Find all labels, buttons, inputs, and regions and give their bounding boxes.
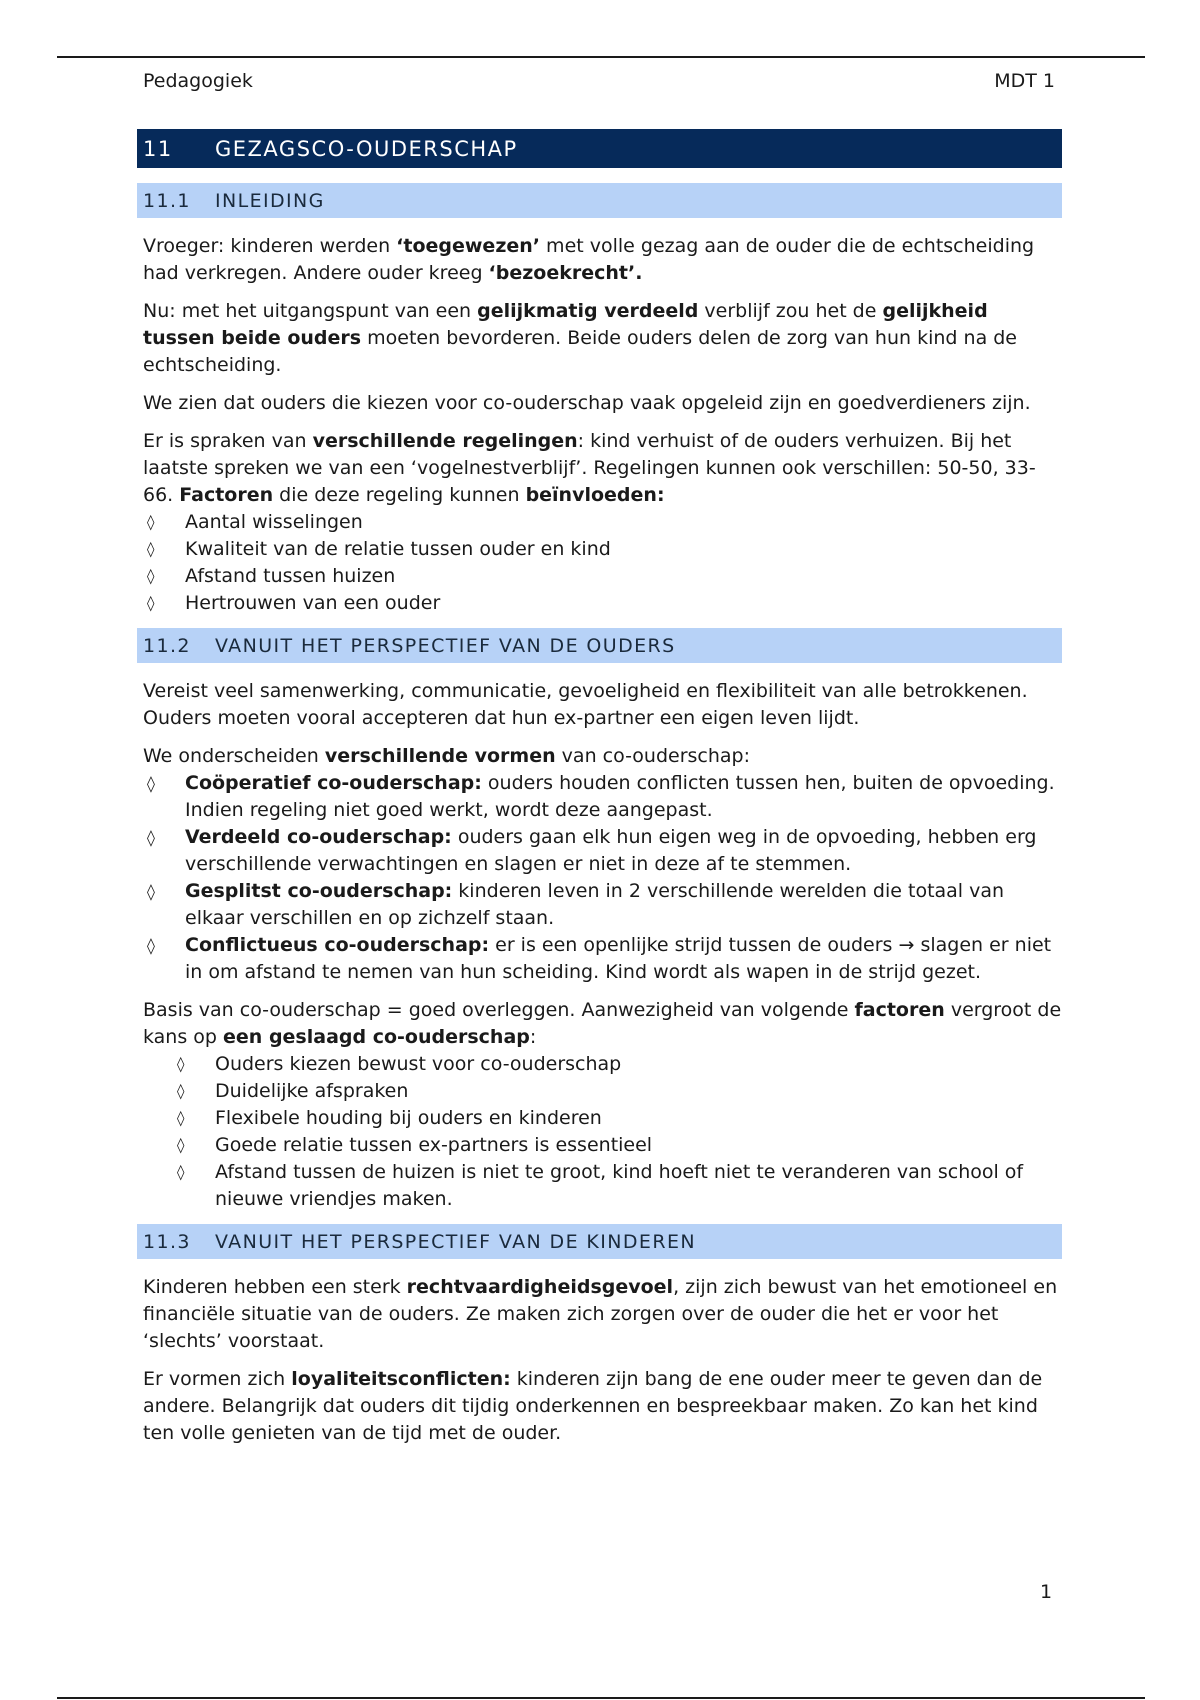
text-run: Er vormen zich	[143, 1368, 292, 1390]
diamond-bullet-icon: ◊	[177, 1082, 185, 1100]
list-item-text: Aantal wisselingen	[185, 511, 363, 533]
diamond-bullet-icon: ◊	[147, 567, 155, 585]
page-number: 1	[1040, 1581, 1053, 1603]
list-item	[137, 563, 1062, 590]
text-run: van co-ouderschap:	[555, 745, 751, 767]
list-item	[137, 932, 1062, 986]
footer-rule	[57, 1697, 1145, 1699]
text-run: kinderen zijn bang de ene ouder meer te geven dan de andere. Belangrijk dat ouders dit tijdig onderkennen en bespreekbaar maken. Zo kan het kind ten volle genieten van de tijd met de ouder.	[143, 1368, 1043, 1444]
forms-list	[137, 770, 1062, 986]
list-item-text: Hertrouwen van een ouder	[185, 592, 441, 614]
section-heading-inleiding	[137, 183, 1062, 218]
bold-text: Conflictueus co-ouderschap:	[185, 934, 490, 956]
list-item-text: kinderen leven in 2 verschillende werelden die totaal van elkaar verschillen en op zichzelf staan.	[185, 880, 1005, 929]
bold-text: beïnvloeden:	[525, 484, 665, 506]
list-item	[137, 824, 1062, 878]
bold-text: ‘toegewezen’	[396, 235, 541, 257]
header-subject: Pedagogiek	[143, 70, 253, 92]
list-item-text: ouders gaan elk hun eigen weg in de opvoeding, hebben erg verschillende verwachtingen en slagen er niet in deze af te stemmen.	[185, 826, 1037, 875]
section-heading-kinderen	[137, 1224, 1062, 1259]
diamond-bullet-icon: ◊	[147, 540, 155, 558]
list-item-text: Kwaliteit van de relatie tussen ouder en kind	[185, 538, 611, 560]
list-item-text: Flexibele houding bij ouders en kinderen	[215, 1107, 602, 1129]
list-item-text: Afstand tussen de huizen is niet te groot, kind hoeft niet te veranderen van school of nieuwe vriendjes maken.	[215, 1161, 1024, 1210]
text-run: verblijf zou het de	[698, 300, 883, 322]
paragraph	[137, 743, 1062, 770]
list-item	[137, 770, 1062, 824]
list-item-text: er is een openlijke strijd tussen de ouders → slagen er niet in om afstand te nemen van hun scheiding. Kind wordt als wapen in de strijd gezet.	[185, 934, 1052, 983]
text-run: vergroot de kans op	[143, 999, 1062, 1048]
factors-list	[137, 509, 1062, 617]
list-item-text: Goede relatie tussen ex-partners is essentieel	[215, 1134, 653, 1156]
bold-text: gelijkheid tussen beide ouders	[143, 300, 988, 349]
text-run: Basis van co-ouderschap = goed overleggen. Aanwezigheid van volgende	[143, 999, 855, 1021]
chapter-title: GEZAGSCO-OUDERSCHAP	[215, 136, 518, 161]
list-item-text: Duidelijke afspraken	[215, 1080, 409, 1102]
list-item	[137, 509, 1062, 536]
section-title: VANUIT HET PERSPECTIEF VAN DE OUDERS	[215, 634, 676, 657]
list-item	[137, 536, 1062, 563]
list-item-text: ouders houden conflicten tussen hen, buiten de opvoeding. Indien regeling niet goed werkt, wordt deze aangepast.	[185, 772, 1055, 821]
chapter-number: 11	[143, 136, 173, 161]
list-item	[137, 1132, 1062, 1159]
paragraph	[137, 233, 1062, 287]
text-run: Nu: met het uitgangspunt van een	[143, 300, 478, 322]
paragraph	[137, 997, 1062, 1051]
text-run: Vroeger: kinderen werden	[143, 235, 397, 257]
section-number: 11.1	[143, 189, 191, 212]
text-run: Er is spraken van	[143, 430, 313, 452]
paragraph	[137, 1274, 1062, 1355]
list-item	[137, 878, 1062, 932]
bold-text: rechtvaardigheidsgevoel	[406, 1276, 674, 1298]
header-rule	[57, 56, 1145, 58]
diamond-bullet-icon: ◊	[147, 828, 155, 847]
diamond-bullet-icon: ◊	[177, 1136, 185, 1154]
diamond-bullet-icon: ◊	[147, 513, 155, 531]
diamond-bullet-icon: ◊	[177, 1055, 185, 1073]
diamond-bullet-icon: ◊	[147, 882, 155, 901]
list-item-text: Ouders kiezen bewust voor co-ouderschap	[215, 1053, 622, 1075]
list-item	[137, 1078, 1062, 1105]
bold-text: Verdeeld co-ouderschap:	[185, 826, 452, 848]
text-run: moeten bevorderen. Beide ouders delen de zorg van hun kind na de echtscheiding.	[143, 327, 1017, 376]
bold-text: Coöperatief co-ouderschap:	[185, 772, 482, 794]
bold-text: een geslaagd co-ouderschap	[223, 1026, 530, 1048]
list-item	[137, 1159, 1062, 1213]
bold-text: Factoren	[179, 484, 274, 506]
paragraph: Vereist veel samenwerking, communicatie, gevoeligheid en flexibiliteit van alle betrokkenen. Ouders moeten vooral accepteren dat hun ex-partner een eigen leven lijdt.	[143, 680, 1028, 729]
bold-text: factoren	[854, 999, 945, 1021]
success-factors-list	[137, 1051, 1062, 1213]
text-run: , zijn zich bewust van het emotioneel en financiële situatie van de ouders. Ze maken zich zorgen over de ouder die het er voor het ‘slechts’ voorstaat.	[143, 1276, 1058, 1352]
section-number: 11.3	[143, 1230, 191, 1253]
paragraph	[137, 298, 1062, 379]
list-item	[137, 1105, 1062, 1132]
header-course: MDT 1	[994, 70, 1055, 92]
paragraph: We zien dat ouders die kiezen voor co-ouderschap vaak opgeleid zijn en goedverdieners zijn.	[143, 392, 1031, 414]
bold-text: gelijkmatig verdeeld	[477, 300, 699, 322]
chapter-heading	[137, 129, 1062, 168]
bold-text: verschillende vormen	[324, 745, 556, 767]
bold-text: verschillende regelingen	[312, 430, 578, 452]
section-title: VANUIT HET PERSPECTIEF VAN DE KINDEREN	[215, 1230, 696, 1253]
section-number: 11.2	[143, 634, 191, 657]
diamond-bullet-icon: ◊	[147, 594, 155, 612]
text-run: die deze regeling kunnen	[273, 484, 526, 506]
list-item	[137, 1051, 1062, 1078]
list-item-text: Afstand tussen huizen	[185, 565, 396, 587]
list-item	[137, 590, 1062, 617]
diamond-bullet-icon: ◊	[177, 1109, 185, 1127]
section-title: INLEIDING	[215, 189, 325, 212]
paragraph	[137, 428, 1062, 509]
paragraph	[137, 1366, 1062, 1447]
diamond-bullet-icon: ◊	[147, 936, 155, 955]
diamond-bullet-icon: ◊	[177, 1163, 185, 1181]
bold-text: Gesplitst co-ouderschap:	[185, 880, 453, 902]
bold-text: ‘bezoekrecht’.	[488, 262, 643, 284]
text-run: : kind verhuist of de ouders verhuizen. Bij het laatste spreken we van een ‘vogelnestverblijf’. Regelingen kunnen ook verschillen: 50-50, 33-66.	[143, 430, 1036, 506]
text-run: met volle gezag aan de ouder die de echtscheiding had verkregen. Andere ouder kreeg	[143, 235, 1035, 284]
page-content	[137, 129, 1062, 1458]
text-run: :	[529, 1026, 537, 1048]
page-header	[143, 70, 1055, 92]
section-heading-ouders	[137, 628, 1062, 663]
text-run: Kinderen hebben een sterk	[143, 1276, 407, 1298]
diamond-bullet-icon: ◊	[147, 774, 155, 793]
bold-text: loyaliteitsconflicten:	[291, 1368, 511, 1390]
text-run: We onderscheiden	[143, 745, 325, 767]
